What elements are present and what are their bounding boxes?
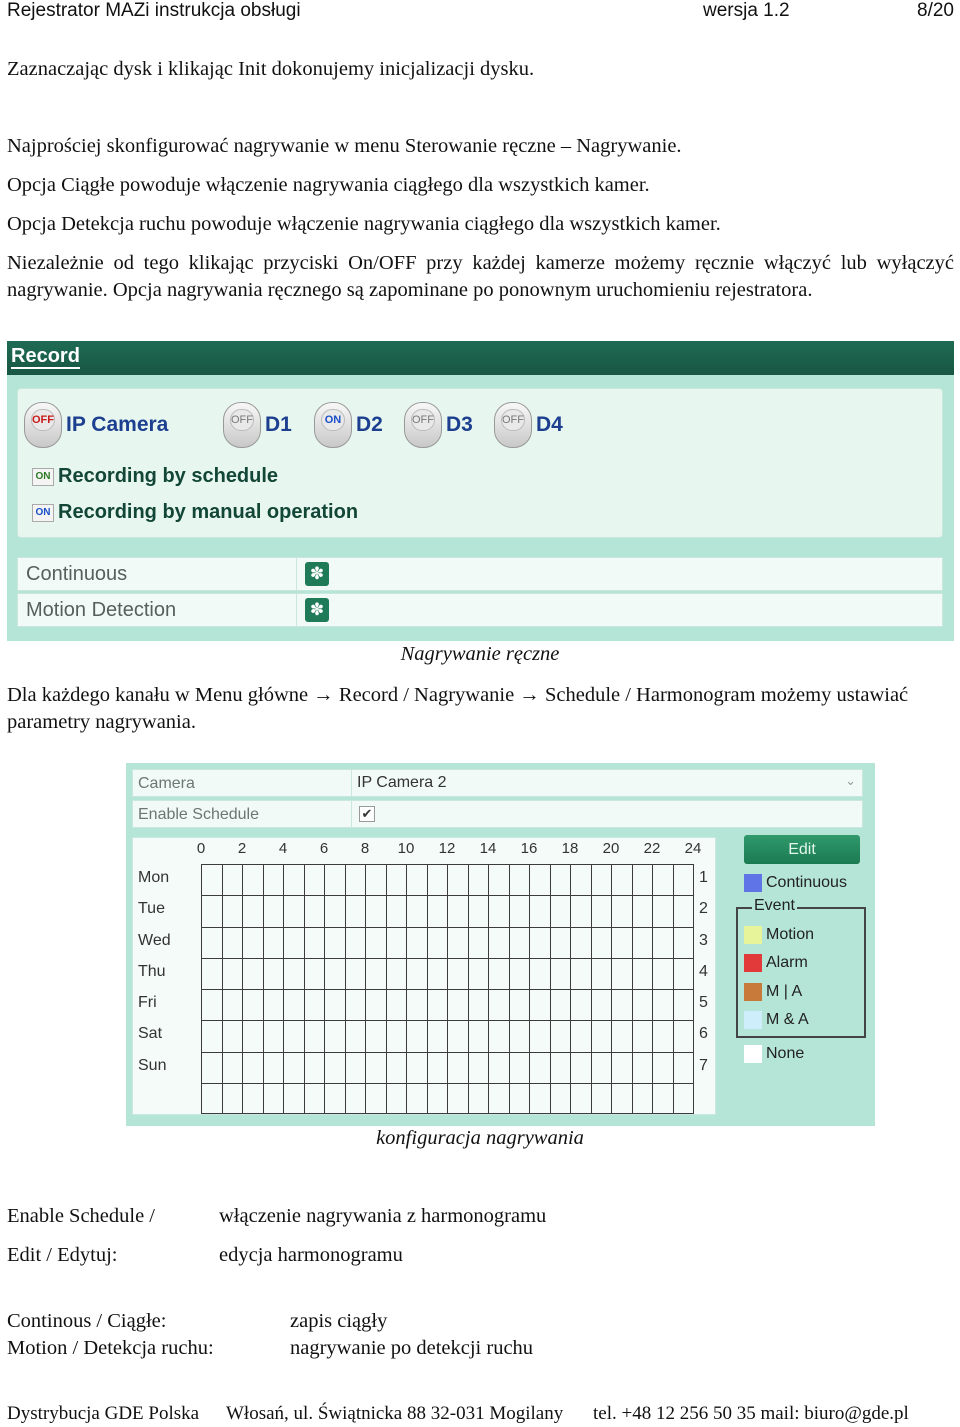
record-screenshot (7, 341, 954, 641)
legend-item[interactable] (744, 925, 814, 945)
mode-recording-by-manual (32, 501, 358, 524)
legend-swatch (744, 983, 762, 1001)
legend-item[interactable] (744, 982, 802, 1002)
paragraph-init: Zaznaczając dysk i klikając Init dokonujemy inicjalizacji dysku. (7, 58, 535, 80)
paragraph-onoff: Niezależnie od tego klikając przyciski On/OFF przy każdej kamerze możemy ręcznie włączyć lub wyłączyć nagrywanie. Opcja nagrywania ręcznego są zapominane po ponownym uruchomieniu rejestratora. (7, 252, 954, 301)
footer-contact: tel. +48 12 256 50 35 mail: biuro@gde.pl (593, 1403, 909, 1424)
camera-name: D2 (356, 413, 383, 436)
page-header (7, 0, 954, 22)
mode-label: Recording by schedule (58, 465, 279, 487)
footer-company: Dystrybucja GDE Polska (7, 1403, 200, 1424)
camera-toggle-d4[interactable] (494, 401, 563, 449)
gear-icon[interactable]: ✽ (305, 598, 329, 622)
camera-select-row (132, 769, 863, 797)
legend-swatch (744, 1011, 762, 1029)
legend-item[interactable] (744, 1044, 804, 1064)
chevron-down-icon[interactable]: ⌄ (845, 773, 856, 788)
grid-hline (201, 1020, 693, 1021)
day-label: Fri (138, 994, 157, 1011)
caption-manual-recording: Nagrywanie ręczne (400, 643, 560, 665)
camera-toggle-d1[interactable] (223, 401, 292, 449)
grid-hline (201, 864, 693, 865)
off-switch-icon[interactable]: OFF (24, 402, 62, 448)
camera-toggle-ip-camera[interactable] (24, 401, 168, 449)
hour-tick-label: 4 (278, 840, 288, 857)
schedule-grid[interactable] (201, 864, 693, 1114)
term-edit: Edit / Edytuj: (7, 1244, 118, 1266)
legend-swatch (744, 926, 762, 944)
mode-recording-by-schedule (32, 465, 278, 488)
document-title: Rejestrator MAZi instrukcja obsługi (7, 0, 301, 21)
day-label: Sat (138, 1025, 163, 1043)
record-title-bar (7, 341, 954, 375)
hour-tick-label: 2 (237, 840, 247, 857)
day-label: Thu (138, 962, 166, 980)
hour-tick-label: 6 (319, 840, 329, 857)
camera-name: D3 (446, 413, 473, 436)
day-number: 2 (699, 900, 708, 918)
day-number: 5 (699, 994, 708, 1011)
camera-toggle-d3[interactable] (404, 401, 473, 449)
on-switch-icon[interactable]: ON (314, 402, 352, 448)
legend-label: None (766, 1045, 805, 1062)
day-number: 3 (699, 931, 708, 949)
schedule-legend (744, 835, 870, 1125)
paragraph-manual: Najprościej skonfigurować nagrywanie w menu Sterowanie ręczne – Nagrywanie. (7, 135, 682, 157)
paragraph-motion: Opcja Detekcja ruchu powoduje włączenie nagrywania ciągłego dla wszystkich kamer. (7, 213, 721, 235)
row-continuous (17, 557, 943, 591)
record-manual-panel (17, 388, 943, 538)
desc-motion: nagrywanie po detekcji ruchu (290, 1337, 534, 1359)
row-label: Continuous (26, 563, 128, 585)
hour-axis (133, 840, 717, 860)
legend-swatch (744, 1045, 762, 1063)
enable-schedule-row (132, 800, 863, 828)
hour-tick-label: 18 (561, 840, 579, 857)
footer-address: Włosań, ul. Świątnicka 88 32-031 Mogilany (226, 1403, 564, 1424)
grid-hline (201, 1113, 693, 1114)
off-switch-icon[interactable]: OFF (494, 402, 532, 448)
hour-tick-label: 0 (196, 840, 206, 857)
manual-on-icon: ON (32, 504, 54, 522)
paragraph-continuous: Opcja Ciągłe powoduje włączenie nagrywania ciągłego dla wszystkich kamer. (7, 174, 650, 196)
gear-icon[interactable]: ✽ (305, 562, 329, 586)
camera-label: Camera (138, 775, 195, 792)
grid-hline (201, 1052, 693, 1053)
desc-edit: edycja harmonogramu (219, 1244, 403, 1266)
day-label: Sun (138, 1056, 167, 1074)
grid-hline (201, 989, 693, 990)
term-continuous: Continous / Ciągłe: (7, 1310, 167, 1332)
hour-tick-label: 22 (643, 840, 661, 857)
caption-recording-config: konfiguracja nagrywania (376, 1127, 584, 1149)
legend-swatch (744, 954, 762, 972)
edit-button[interactable]: Edit (744, 835, 860, 864)
day-number: 6 (699, 1025, 708, 1043)
legend-item[interactable] (744, 1010, 809, 1030)
document-version: wersja 1.2 (703, 0, 790, 21)
grid-hline (201, 895, 693, 896)
hour-tick-label: 12 (438, 840, 456, 857)
grid-hline (201, 1083, 693, 1084)
schedule-grid-panel (132, 837, 716, 1115)
day-label: Mon (138, 869, 170, 886)
schedule-on-icon: ON (32, 468, 54, 486)
legend-item[interactable] (744, 953, 808, 973)
legend-label: Continuous (766, 874, 847, 891)
legend-label: Motion (766, 926, 815, 943)
desc-continuous: zapis ciągły (290, 1310, 388, 1332)
legend-swatch (744, 874, 762, 892)
hour-tick-label: 10 (397, 840, 415, 857)
camera-name: D1 (265, 413, 292, 436)
camera-name: IP Camera (66, 413, 169, 436)
legend-label: M | A (766, 983, 803, 1000)
grid-hline (201, 927, 693, 928)
event-group-label: Event (754, 897, 795, 914)
term-motion: Motion / Detekcja ruchu: (7, 1337, 214, 1359)
hour-tick-label: 16 (520, 840, 538, 857)
record-title: Record (11, 345, 80, 367)
paragraph-schedule: Dla każdego kanału w Menu główne → Record / Nagrywanie → Schedule / Harmonogram możemy ustawiać parametry nagrywania. (7, 684, 909, 733)
hour-tick-label: 20 (602, 840, 620, 857)
schedule-screenshot (126, 763, 875, 1126)
enable-schedule-label: Enable Schedule (138, 806, 259, 823)
row-motion-detection (17, 593, 943, 627)
grid-vline (693, 864, 694, 1114)
camera-select[interactable]: IP Camera 2 (357, 774, 447, 791)
camera-name: D4 (536, 413, 563, 436)
page-number: 8/20 (917, 0, 954, 21)
camera-toggle-d2[interactable] (314, 401, 383, 449)
mode-label: Recording by manual operation (58, 501, 359, 523)
day-label: Tue (138, 900, 165, 918)
off-switch-icon[interactable]: OFF (223, 402, 261, 448)
hour-tick-label: 14 (479, 840, 497, 857)
desc-enable-schedule: włączenie nagrywania z harmonogramu (219, 1205, 547, 1227)
term-enable-schedule: Enable Schedule / (7, 1205, 156, 1227)
hour-tick-label: 24 (684, 840, 702, 857)
legend-item[interactable] (744, 873, 847, 893)
day-label: Wed (138, 931, 171, 949)
hour-tick-label: 8 (360, 840, 370, 857)
day-number: 1 (699, 869, 708, 886)
day-number: 4 (699, 962, 708, 980)
legend-label: Alarm (766, 954, 808, 971)
enable-schedule-checkbox[interactable]: ✔ (359, 806, 375, 822)
grid-hline (201, 958, 693, 959)
off-switch-icon[interactable]: OFF (404, 402, 442, 448)
day-number: 7 (699, 1056, 708, 1074)
row-label: Motion Detection (26, 599, 177, 621)
legend-label: M & A (766, 1011, 809, 1028)
